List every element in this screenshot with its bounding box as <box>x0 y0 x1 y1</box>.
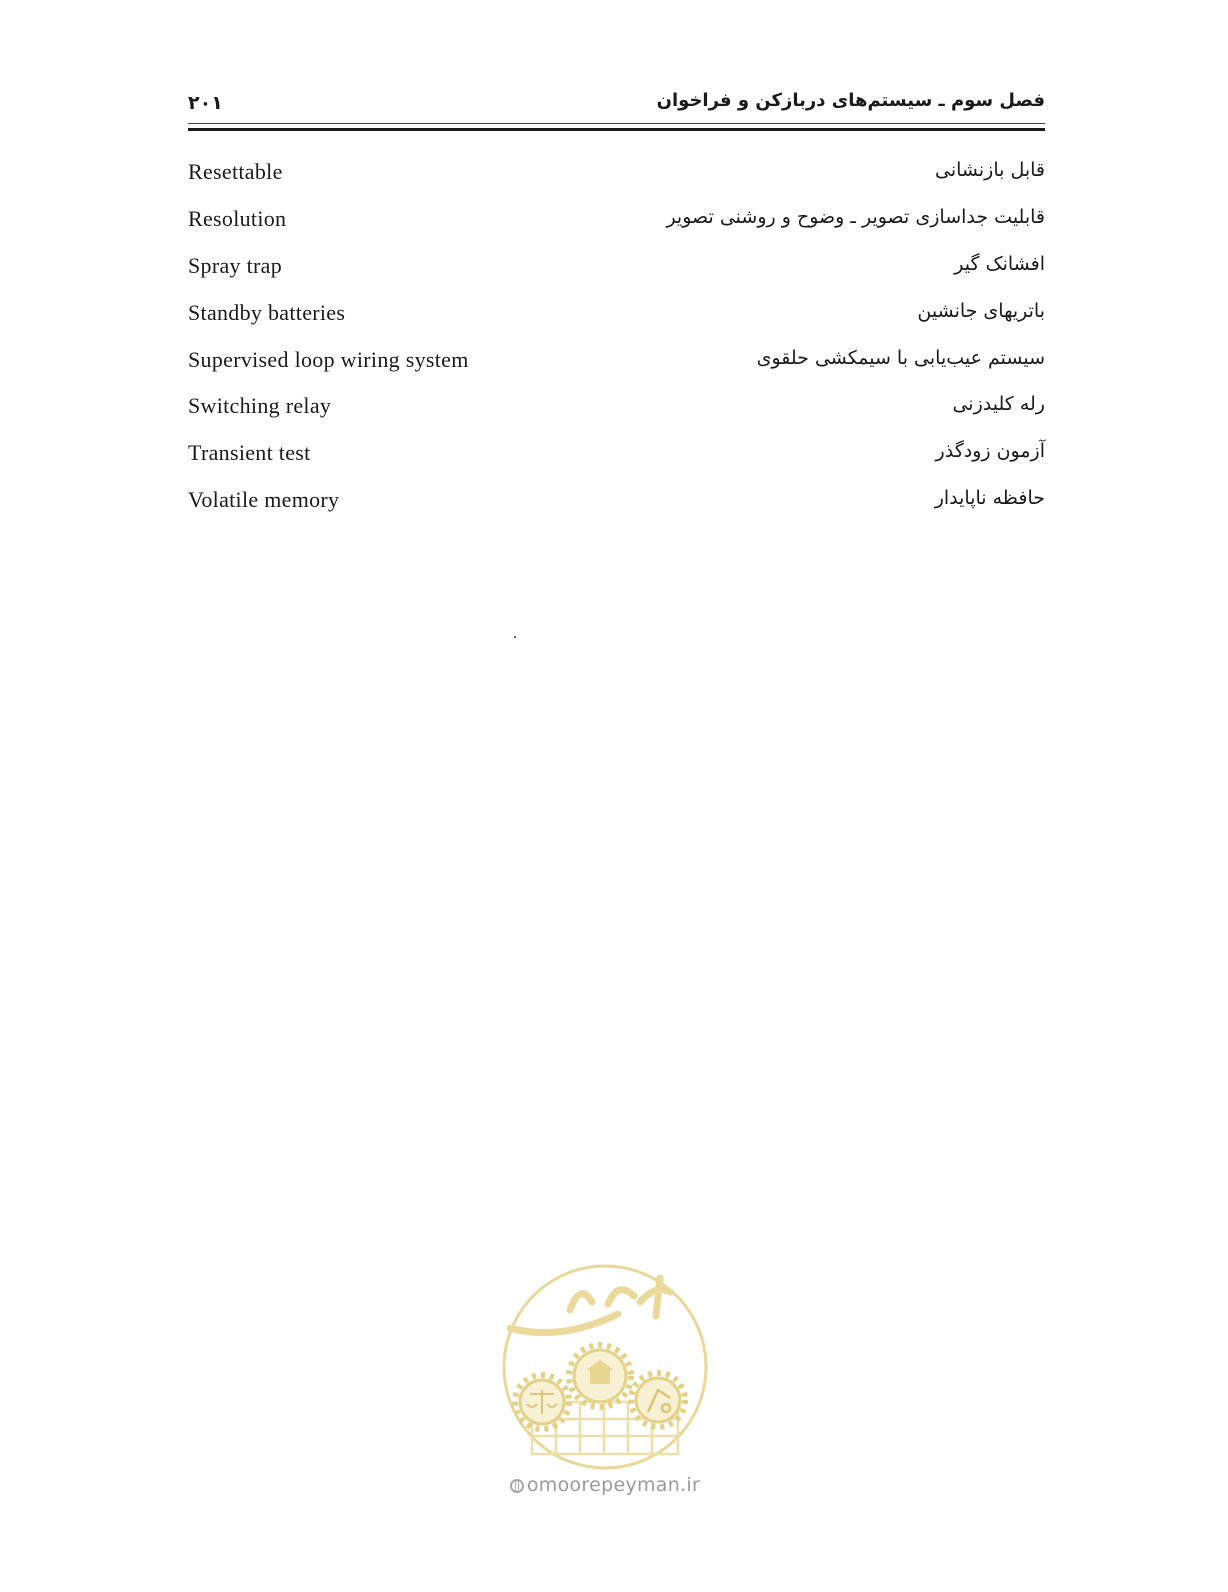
term-persian: سیستم عیب‌یابی با سیمکشی حلقوی <box>756 346 1045 369</box>
term-persian: قابل بازنشانی <box>935 159 1045 181</box>
glossary-entry <box>188 155 1045 202</box>
glossary-entry <box>188 343 1045 390</box>
term-persian: قابلیت جداسازی تصویر ـ وضوح و روشنی تصویر <box>666 205 1045 228</box>
term-english: Switching relay <box>188 393 332 419</box>
glossary-entry <box>188 249 1045 296</box>
glossary-entry <box>188 436 1045 483</box>
term-persian: رله کلیدزنی <box>952 393 1045 416</box>
glossary-entry <box>188 483 1045 530</box>
term-english: Resettable <box>188 159 283 184</box>
header-rule-thin <box>188 123 1045 124</box>
header-rule-thick <box>188 128 1045 131</box>
term-english: Resolution <box>188 205 287 231</box>
glossary-entry <box>188 202 1045 249</box>
term-persian: افشانک گیر <box>954 252 1045 275</box>
term-english: Spray trap <box>188 252 283 278</box>
glossary-list <box>188 155 1045 530</box>
globe-icon <box>510 1479 524 1493</box>
term-english: Supervised loop wiring system <box>188 346 469 372</box>
term-english: Standby batteries <box>188 299 346 325</box>
term-english: Transient test <box>188 440 311 466</box>
term-persian: آزمون زودگذر <box>935 440 1045 463</box>
running-head: فصل سوم ـ سیستم‌های دربازکن و فراخوان <box>656 90 1045 111</box>
watermark-site-label: omoorepeyman.ir <box>526 1474 701 1496</box>
glossary-entry <box>188 296 1045 343</box>
stray-dot <box>514 636 516 638</box>
page-number: ۲۰۱ <box>188 92 223 114</box>
glossary-entry <box>188 389 1045 436</box>
watermark-logo <box>500 1262 710 1472</box>
term-english: Volatile memory <box>188 487 340 513</box>
term-persian: حافظه ناپایدار <box>934 487 1045 510</box>
term-persian: باتریهای جانشین <box>917 299 1045 322</box>
watermark-site <box>500 1474 710 1496</box>
page-header <box>188 88 1045 134</box>
